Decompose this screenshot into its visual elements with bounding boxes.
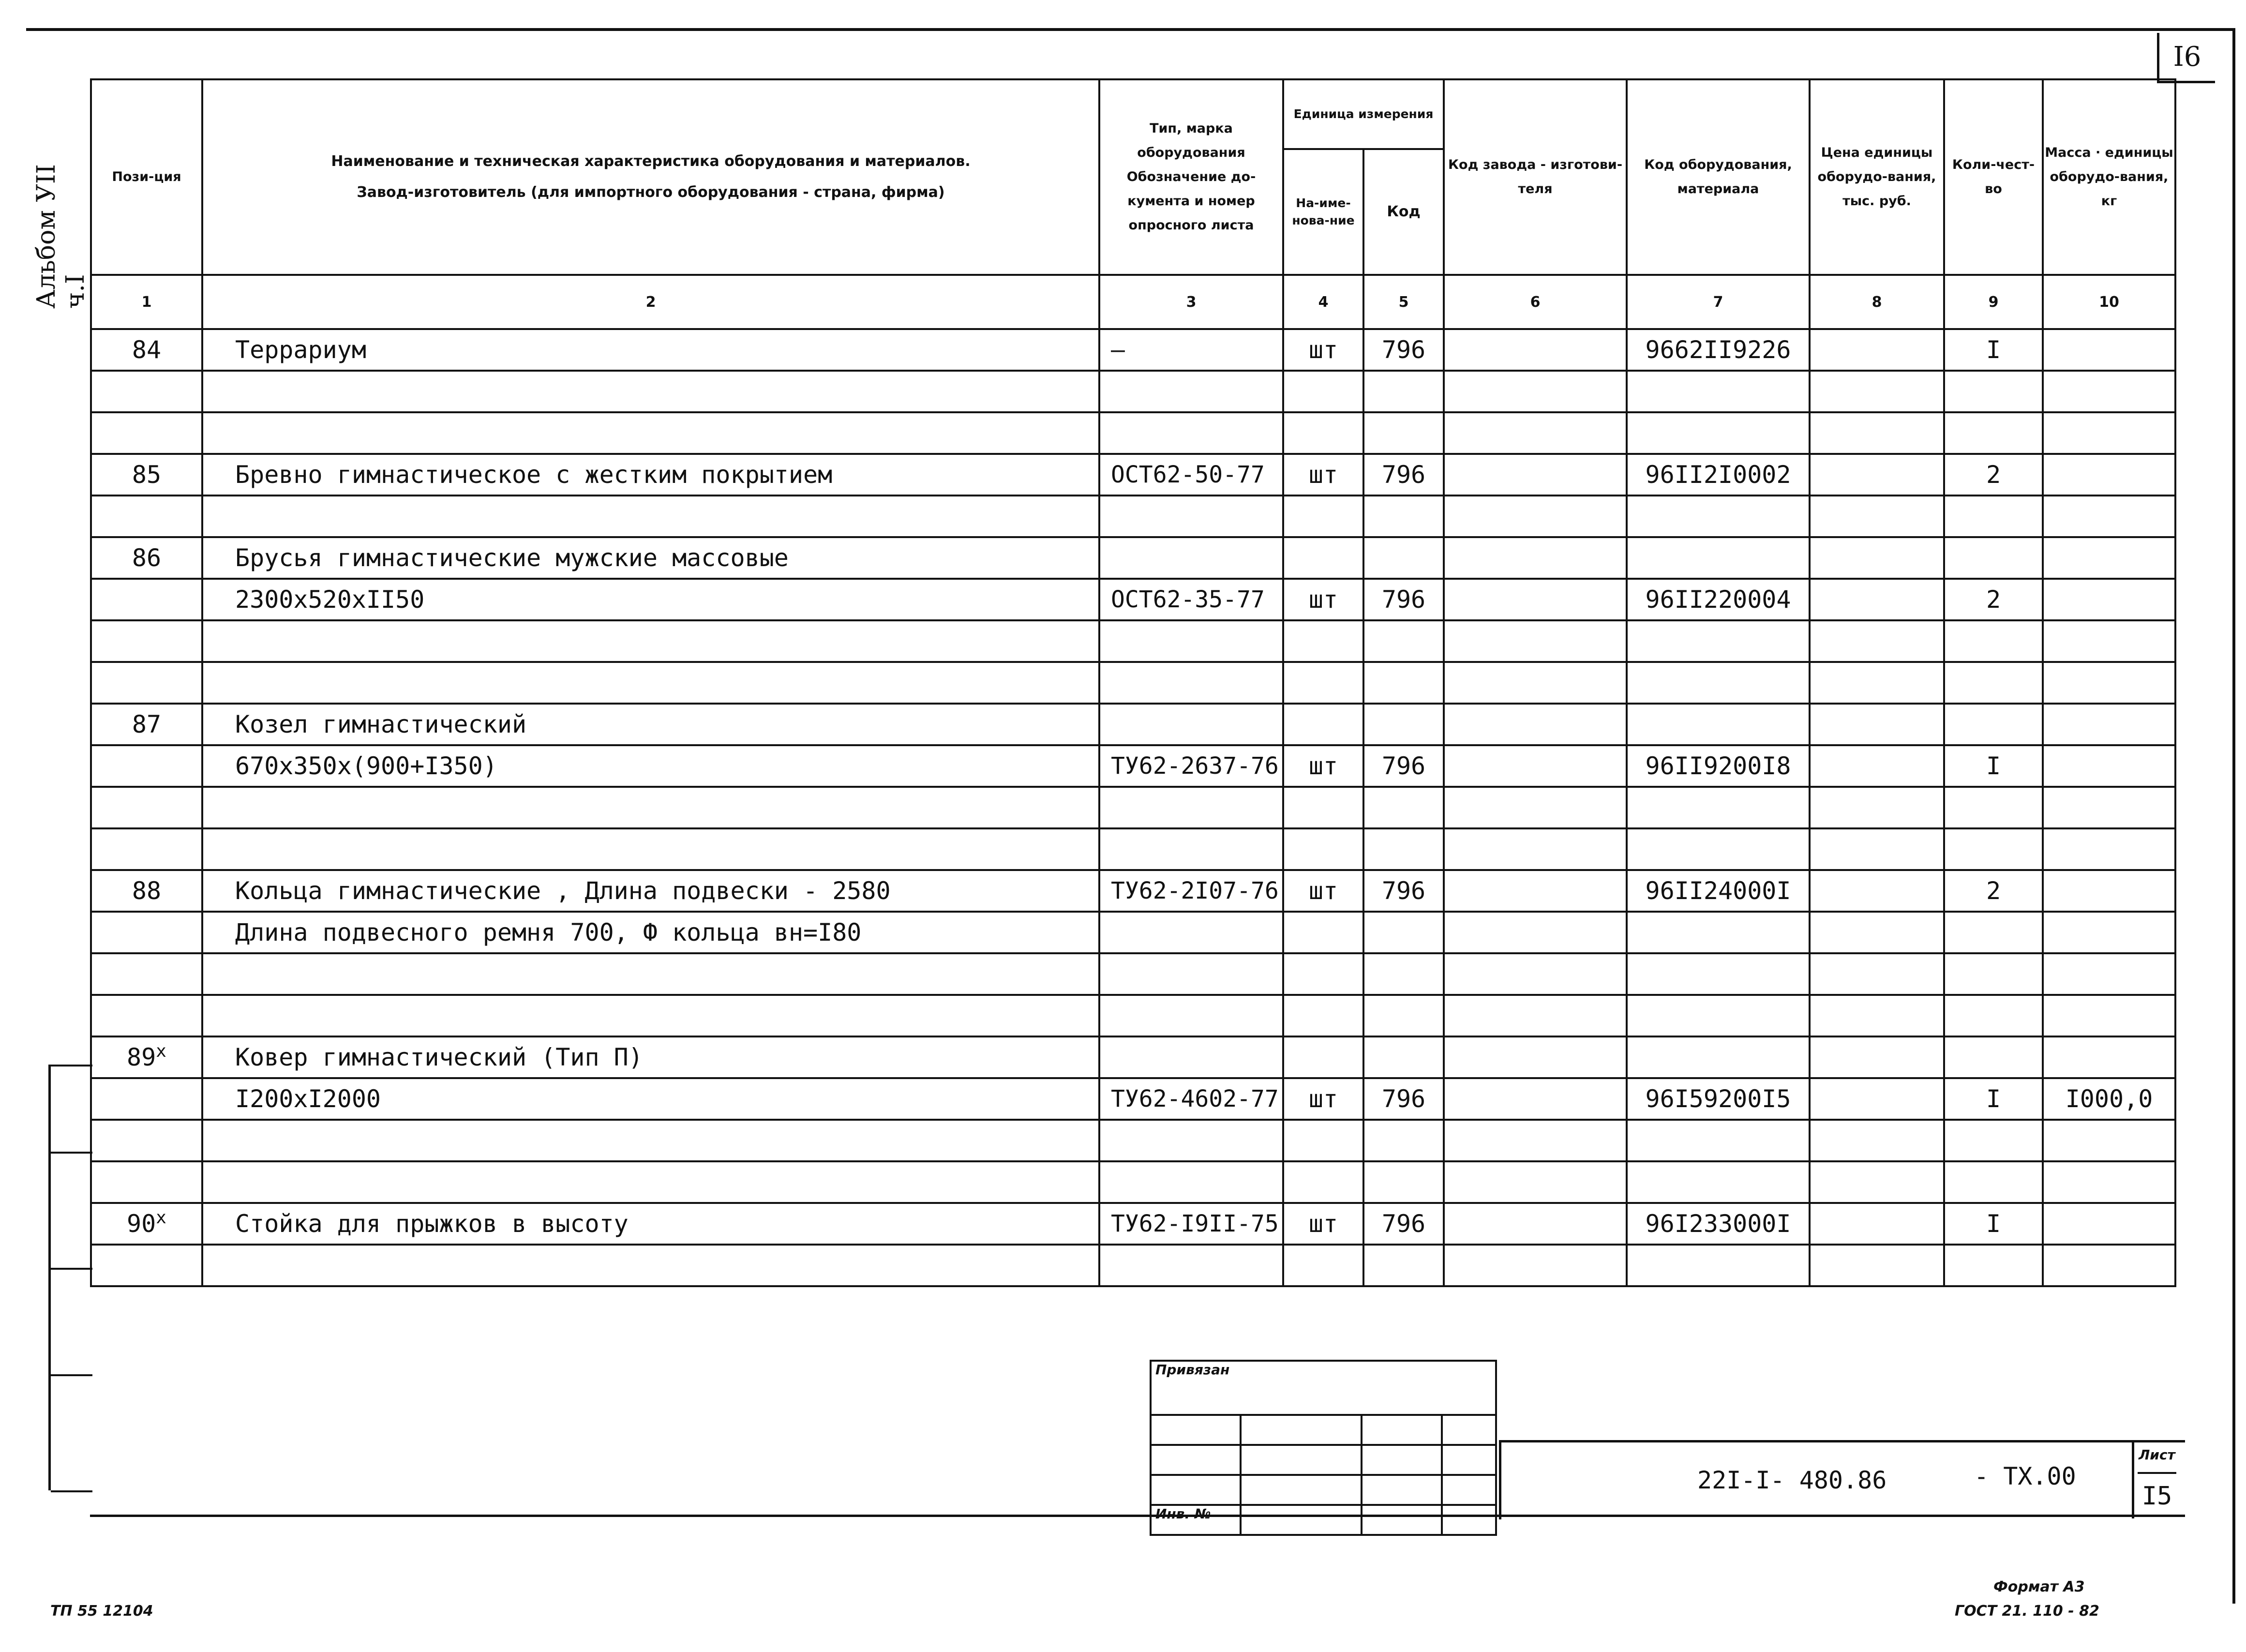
row-unit-name [1283,620,1363,662]
row-mass [2043,662,2175,704]
table-row [91,828,2175,870]
row-price [1810,912,1944,953]
row-type [1099,1036,1283,1078]
row-price [1810,371,1944,412]
row-quantity: I [1944,329,2043,371]
row-name [202,371,1099,412]
row-plant-code [1444,1120,1627,1161]
left-margin-stamp [48,1065,90,1490]
row-unit-code [1363,953,1444,995]
row-unit-name [1283,912,1363,953]
row-type: ТУ62-4602-77 [1099,1078,1283,1120]
row-name [202,496,1099,537]
row-plant-code [1444,953,1627,995]
row-mass [2043,953,2175,995]
row-unit-name: шт [1283,579,1363,620]
row-price [1810,662,1944,704]
row-name: 670x350x(900+I350) [202,745,1099,787]
row-mass [2043,870,2175,912]
row-mass [2043,704,2175,745]
header-row [91,79,2175,149]
row-mass [2043,454,2175,496]
row-unit-name [1283,1161,1363,1203]
row-plant-code [1444,1203,1627,1245]
row-unit-name [1283,371,1363,412]
bottom-border [90,1515,2185,1517]
row-unit-name [1283,995,1363,1036]
row-quantity: 2 [1944,579,2043,620]
row-plant-code [1444,662,1627,704]
row-mass [2043,1161,2175,1203]
row-unit-name: шт [1283,329,1363,371]
row-name: I200xI2000 [202,1078,1099,1120]
row-type: ТУ62-2637-76 [1099,745,1283,787]
row-position: 86 [91,537,202,579]
row-equipment-code: 9662II9226 [1627,329,1810,371]
position-superscript: x [156,1041,166,1061]
row-equipment-code [1627,1245,1810,1286]
row-type [1099,371,1283,412]
row-position [91,828,202,870]
column-number: 2 [202,275,1099,329]
row-unit-code [1363,1161,1444,1203]
row-type [1099,704,1283,745]
row-equipment-code [1627,496,1810,537]
binding-stamp [1150,1360,1497,1536]
row-position: 88 [91,870,202,912]
row-position [91,912,202,953]
row-unit-name [1283,537,1363,579]
row-plant-code [1444,995,1627,1036]
row-position: 84 [91,329,202,371]
row-type [1099,828,1283,870]
row-price [1810,1078,1944,1120]
row-mass [2043,1245,2175,1286]
table-row [91,329,2175,371]
row-unit-code [1363,912,1444,953]
row-price [1810,1245,1944,1286]
row-unit-name: шт [1283,1078,1363,1120]
row-mass [2043,745,2175,787]
table-row [91,745,2175,787]
row-name: Террариум [202,329,1099,371]
row-name: Длина подвесного ремня 700, Ф кольца вн=I80 [202,912,1099,953]
row-equipment-code [1627,620,1810,662]
row-type [1099,995,1283,1036]
row-position [91,1245,202,1286]
row-price [1810,704,1944,745]
row-name [202,787,1099,828]
column-number: 8 [1810,275,1944,329]
row-equipment-code: 96II220004 [1627,579,1810,620]
row-unit-code [1363,1036,1444,1078]
row-name [202,620,1099,662]
row-quantity [1944,496,2043,537]
row-plant-code [1444,537,1627,579]
header-position: Пози-ция [91,79,202,275]
row-plant-code [1444,412,1627,454]
row-price [1810,496,1944,537]
row-plant-code [1444,1078,1627,1120]
row-plant-code [1444,1245,1627,1286]
row-unit-name: шт [1283,745,1363,787]
row-unit-name [1283,1120,1363,1161]
row-position [91,662,202,704]
table-row [91,995,2175,1036]
row-equipment-code [1627,537,1810,579]
row-unit-name: шт [1283,1203,1363,1245]
row-name [202,412,1099,454]
row-price [1810,953,1944,995]
footer-gost: ГОСТ 21. 110 - 82 [1955,1603,2099,1620]
row-price [1810,870,1944,912]
row-type [1099,1245,1283,1286]
row-equipment-code [1627,1120,1810,1161]
row-price [1810,995,1944,1036]
row-mass [2043,496,2175,537]
row-unit-name [1283,412,1363,454]
row-price [1810,1203,1944,1245]
row-unit-name [1283,1245,1363,1286]
row-price [1810,828,1944,870]
row-equipment-code: 96II9200I8 [1627,745,1810,787]
header-plant-code: Код завода - изготови-теля [1444,79,1627,275]
row-type: ТУ62-2I07-76 [1099,870,1283,912]
row-position [91,745,202,787]
row-price [1810,1036,1944,1078]
row-unit-code: 796 [1363,454,1444,496]
table-row [91,912,2175,953]
row-unit-name [1283,496,1363,537]
row-unit-code [1363,496,1444,537]
row-unit-code [1363,1120,1444,1161]
row-equipment-code [1627,662,1810,704]
row-name: Козел гимнастический [202,704,1099,745]
row-price [1810,1120,1944,1161]
row-position [91,620,202,662]
row-position: 89$^x$ [91,1036,202,1078]
row-mass [2043,787,2175,828]
document-suffix: - ТХ.00 [1974,1462,2076,1490]
row-price [1810,745,1944,787]
row-name [202,995,1099,1036]
row-quantity: I [1944,1203,2043,1245]
row-unit-code [1363,537,1444,579]
table-row [91,662,2175,704]
row-equipment-code: 96II24000I [1627,870,1810,912]
table-row [91,579,2175,620]
row-unit-name [1283,704,1363,745]
row-unit-code: 796 [1363,1203,1444,1245]
row-quantity [1944,704,2043,745]
row-equipment-code [1627,1036,1810,1078]
row-type [1099,537,1283,579]
row-unit-name [1283,787,1363,828]
column-number: 5 [1363,275,1444,329]
row-quantity [1944,912,2043,953]
table-row [91,1120,2175,1161]
row-price [1810,412,1944,454]
row-unit-code [1363,787,1444,828]
row-mass: I000,0 [2043,1078,2175,1120]
row-quantity [1944,371,2043,412]
row-unit-name [1283,662,1363,704]
specification-table [90,78,2176,1287]
row-quantity: 2 [1944,870,2043,912]
row-unit-code [1363,620,1444,662]
row-position [91,995,202,1036]
table-row [91,496,2175,537]
row-mass [2043,1036,2175,1078]
table-row [91,1245,2175,1286]
row-unit-code [1363,995,1444,1036]
row-price [1810,579,1944,620]
row-type: ТУ62-I9II-75 [1099,1203,1283,1245]
row-unit-code: 796 [1363,1078,1444,1120]
table-row [91,412,2175,454]
header-unit-name: На-име-нова-ние [1283,149,1363,275]
row-type [1099,412,1283,454]
row-unit-code: 796 [1363,745,1444,787]
column-number: 4 [1283,275,1363,329]
column-number-row [91,275,2175,329]
row-type [1099,953,1283,995]
row-quantity [1944,828,2043,870]
row-unit-code: 796 [1363,579,1444,620]
row-type [1099,787,1283,828]
row-position: 90$^x$ [91,1203,202,1245]
row-position [91,496,202,537]
row-equipment-code [1627,953,1810,995]
row-unit-code [1363,662,1444,704]
stamp-inv-number: Инв. № [1151,1505,1241,1535]
row-unit-name: шт [1283,870,1363,912]
top-sheet-number: I6 [2157,33,2215,83]
row-position [91,953,202,995]
table-row [91,454,2175,496]
table-row [91,371,2175,412]
row-equipment-code [1627,912,1810,953]
row-type: ОСТ62-50-77 [1099,454,1283,496]
row-quantity [1944,620,2043,662]
row-mass [2043,412,2175,454]
row-quantity [1944,537,2043,579]
row-quantity: I [1944,745,2043,787]
row-plant-code [1444,787,1627,828]
row-unit-code [1363,1245,1444,1286]
table-row [91,704,2175,745]
column-number: 9 [1944,275,2043,329]
row-name: Кольца гимнастические , Длина подвески - 2580 [202,870,1099,912]
row-plant-code [1444,870,1627,912]
table-row [91,953,2175,995]
row-plant-code [1444,371,1627,412]
row-unit-code: 796 [1363,329,1444,371]
row-plant-code [1444,496,1627,537]
row-name [202,1161,1099,1203]
table-row [91,1078,2175,1120]
row-name [202,1245,1099,1286]
row-quantity [1944,412,2043,454]
row-plant-code [1444,828,1627,870]
row-type [1099,496,1283,537]
row-unit-name: шт [1283,454,1363,496]
row-mass [2043,912,2175,953]
row-unit-name [1283,953,1363,995]
row-name: Стойка для прыжков в высоту [202,1203,1099,1245]
row-unit-code [1363,412,1444,454]
row-type: – [1099,329,1283,371]
row-type [1099,620,1283,662]
row-plant-code [1444,454,1627,496]
row-mass [2043,537,2175,579]
row-equipment-code: 96II2I0002 [1627,454,1810,496]
row-equipment-code [1627,704,1810,745]
row-position: 87 [91,704,202,745]
row-position [91,579,202,620]
column-number: 7 [1627,275,1810,329]
column-number: 1 [91,275,202,329]
row-equipment-code [1627,371,1810,412]
row-name: 2300x520xII50 [202,579,1099,620]
header-unit-code: Код [1363,149,1444,275]
row-name: Брусья гимнастические мужские массовые [202,537,1099,579]
column-number: 6 [1444,275,1627,329]
row-equipment-code: 96I59200I5 [1627,1078,1810,1120]
table-row [91,787,2175,828]
row-type: ОСТ62-35-77 [1099,579,1283,620]
header-type: Тип, марка оборудования Обозначение до-кумента и номер опросного листа [1099,79,1283,275]
row-quantity [1944,662,2043,704]
row-plant-code [1444,579,1627,620]
row-equipment-code: 96I233000I [1627,1203,1810,1245]
row-quantity [1944,1245,2043,1286]
row-plant-code [1444,912,1627,953]
row-equipment-code [1627,995,1810,1036]
row-mass [2043,371,2175,412]
row-quantity [1944,787,2043,828]
header-unit-group: Единица измерения [1283,79,1444,149]
row-quantity [1944,1120,2043,1161]
row-unit-code [1363,371,1444,412]
row-mass [2043,329,2175,371]
row-position [91,1120,202,1161]
row-unit-code [1363,704,1444,745]
document-code: 22I-I- 480.86 [1697,1466,1887,1494]
row-name [202,828,1099,870]
row-mass [2043,579,2175,620]
position-superscript: x [156,1208,166,1228]
row-name [202,953,1099,995]
list-label: Лист [2139,1447,2175,1463]
row-mass [2043,995,2175,1036]
row-quantity: I [1944,1078,2043,1120]
row-unit-name [1283,828,1363,870]
row-plant-code [1444,704,1627,745]
column-number: 10 [2043,275,2175,329]
row-mass [2043,1120,2175,1161]
row-type [1099,1120,1283,1161]
row-position [91,787,202,828]
row-type [1099,912,1283,953]
column-number: 3 [1099,275,1283,329]
row-quantity [1944,1036,2043,1078]
row-equipment-code [1627,1161,1810,1203]
header-quantity: Коли-чест-во [1944,79,2043,275]
row-mass [2043,1203,2175,1245]
row-plant-code [1444,1036,1627,1078]
table-body [91,329,2175,1286]
row-price [1810,620,1944,662]
row-quantity [1944,995,2043,1036]
header-name: Наименование и техническая характеристика оборудования и материалов. Завод-изготовитель (для импортного оборудования - страна, фирма) [202,79,1099,275]
row-plant-code [1444,745,1627,787]
list-number: I5 [2138,1472,2176,1518]
row-price [1810,537,1944,579]
row-unit-code [1363,828,1444,870]
row-equipment-code [1627,828,1810,870]
table-row [91,1036,2175,1078]
table-row [91,870,2175,912]
row-equipment-code [1627,787,1810,828]
row-position [91,1078,202,1120]
row-price [1810,454,1944,496]
row-quantity [1944,1161,2043,1203]
row-position [91,1161,202,1203]
row-type [1099,662,1283,704]
row-position [91,371,202,412]
header-equipment-code: Код оборудования, материала [1627,79,1810,275]
header-mass: Масса · единицы оборудо-вания, кг [2043,79,2175,275]
row-mass [2043,828,2175,870]
row-plant-code [1444,620,1627,662]
row-position: 85 [91,454,202,496]
row-position [91,412,202,454]
table-row [91,620,2175,662]
row-price [1810,1161,1944,1203]
footer-left: ТП 55 12104 [50,1603,153,1620]
row-type [1099,1161,1283,1203]
row-quantity [1944,953,2043,995]
row-name: Бревно гимнастическое с жестким покрытием [202,454,1099,496]
row-name [202,1120,1099,1161]
row-price [1810,787,1944,828]
table-row [91,1161,2175,1203]
row-plant-code [1444,329,1627,371]
row-unit-name [1283,1036,1363,1078]
row-quantity: 2 [1944,454,2043,496]
table-row [91,537,2175,579]
footer-format: Формат А3 [1993,1578,2085,1595]
stamp-privyazan: Привязан [1151,1361,1496,1415]
row-unit-code: 796 [1363,870,1444,912]
row-name: Ковер гимнастический (Тип П) [202,1036,1099,1078]
row-mass [2043,620,2175,662]
row-plant-code [1444,1161,1627,1203]
row-name [202,662,1099,704]
header-price: Цена единицы оборудо-вания, тыс. руб. [1810,79,1944,275]
row-price [1810,329,1944,371]
row-equipment-code [1627,412,1810,454]
album-label: Альбом УII ч.I [32,164,90,309]
table-row [91,1203,2175,1245]
